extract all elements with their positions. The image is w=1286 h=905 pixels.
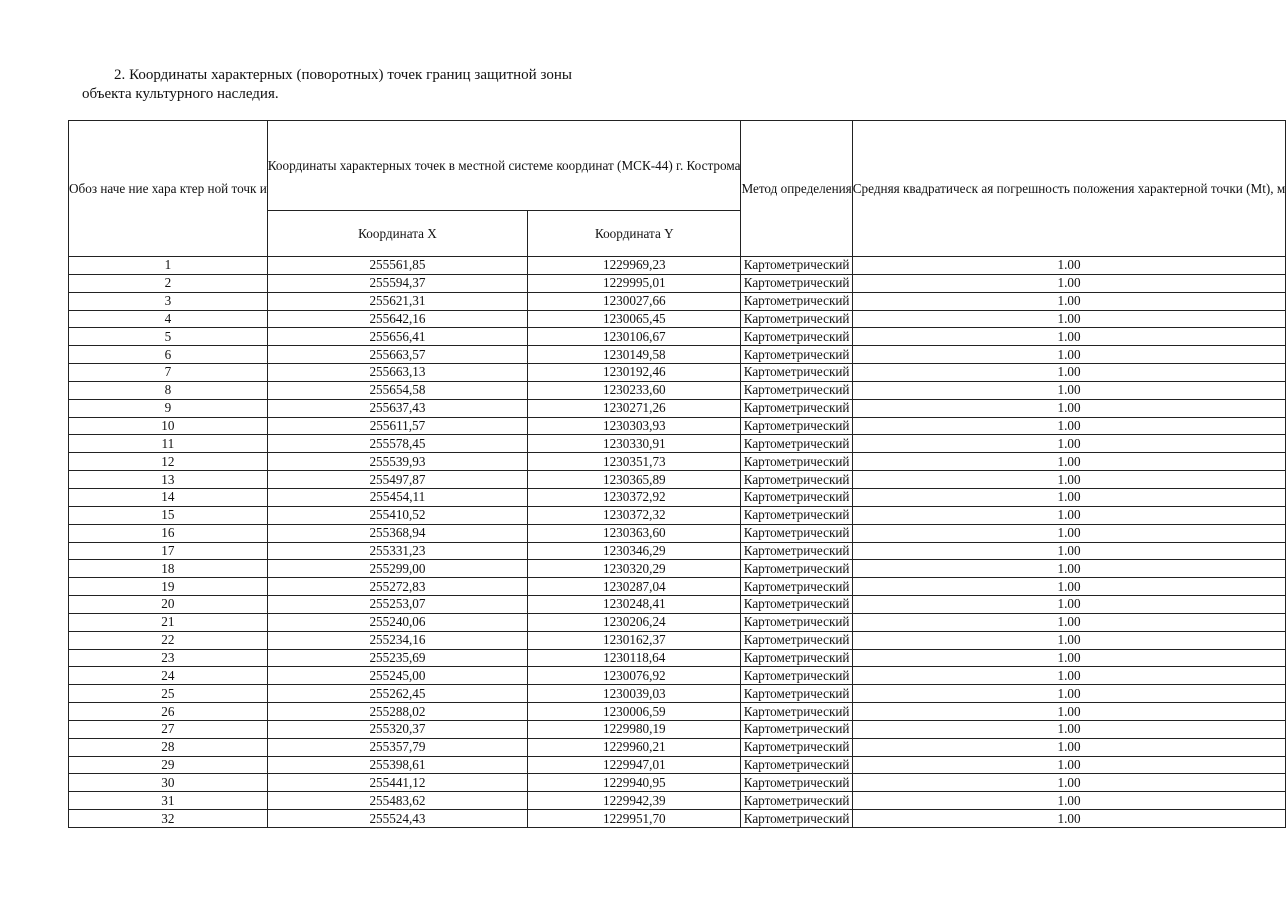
coordinates-table xyxy=(68,120,1286,828)
cell-method: Картометрический xyxy=(741,631,852,649)
table-body xyxy=(69,257,1286,828)
table-row xyxy=(69,649,1286,667)
cell-coordinate-x: 255234,16 xyxy=(267,631,527,649)
cell-method: Картометрический xyxy=(741,524,852,542)
cell-coordinate-y: 1230351,73 xyxy=(528,453,741,471)
cell-coordinate-y: 1229942,39 xyxy=(528,792,741,810)
cell-coordinate-x: 255398,61 xyxy=(267,756,527,774)
cell-mean-error: 1.00 xyxy=(852,364,1285,382)
cell-coordinate-x: 255320,37 xyxy=(267,720,527,738)
cell-point-number: 13 xyxy=(69,471,268,489)
header-coordinate-x: Координата X xyxy=(267,211,527,257)
cell-point-number: 32 xyxy=(69,810,268,828)
cell-coordinate-y: 1230248,41 xyxy=(528,596,741,614)
cell-coordinate-y: 1229947,01 xyxy=(528,756,741,774)
cell-coordinate-x: 255642,16 xyxy=(267,310,527,328)
cell-mean-error: 1.00 xyxy=(852,310,1285,328)
cell-coordinate-y: 1230346,29 xyxy=(528,542,741,560)
table-row xyxy=(69,720,1286,738)
cell-method: Картометрический xyxy=(741,274,852,292)
cell-point-number: 16 xyxy=(69,524,268,542)
cell-coordinate-y: 1230162,37 xyxy=(528,631,741,649)
cell-point-number: 27 xyxy=(69,720,268,738)
cell-point-number: 26 xyxy=(69,703,268,721)
cell-coordinate-x: 255262,45 xyxy=(267,685,527,703)
cell-coordinate-x: 255454,11 xyxy=(267,488,527,506)
cell-mean-error: 1.00 xyxy=(852,649,1285,667)
table-row xyxy=(69,578,1286,596)
cell-method: Картометрический xyxy=(741,578,852,596)
table-row xyxy=(69,596,1286,614)
cell-coordinate-y: 1229995,01 xyxy=(528,274,741,292)
cell-method: Картометрический xyxy=(741,328,852,346)
cell-coordinate-x: 255288,02 xyxy=(267,703,527,721)
table-row xyxy=(69,310,1286,328)
cell-point-number: 4 xyxy=(69,310,268,328)
table-row xyxy=(69,488,1286,506)
cell-mean-error: 1.00 xyxy=(852,399,1285,417)
cell-method: Картометрический xyxy=(741,346,852,364)
cell-method: Картометрический xyxy=(741,774,852,792)
cell-coordinate-y: 1230118,64 xyxy=(528,649,741,667)
cell-method: Картометрический xyxy=(741,435,852,453)
table-row xyxy=(69,738,1286,756)
table-row xyxy=(69,524,1286,542)
cell-method: Картометрический xyxy=(741,792,852,810)
cell-mean-error: 1.00 xyxy=(852,703,1285,721)
table-row xyxy=(69,613,1286,631)
cell-coordinate-x: 255656,41 xyxy=(267,328,527,346)
cell-point-number: 12 xyxy=(69,453,268,471)
cell-method: Картометрический xyxy=(741,685,852,703)
cell-method: Картометрический xyxy=(741,649,852,667)
table-row xyxy=(69,560,1286,578)
cell-mean-error: 1.00 xyxy=(852,667,1285,685)
cell-point-number: 23 xyxy=(69,649,268,667)
cell-coordinate-y: 1230233,60 xyxy=(528,381,741,399)
cell-coordinate-x: 255654,58 xyxy=(267,381,527,399)
cell-point-number: 29 xyxy=(69,756,268,774)
cell-coordinate-x: 255637,43 xyxy=(267,399,527,417)
cell-mean-error: 1.00 xyxy=(852,720,1285,738)
cell-coordinate-y: 1230372,92 xyxy=(528,488,741,506)
cell-method: Картометрический xyxy=(741,417,852,435)
table-row xyxy=(69,703,1286,721)
cell-mean-error: 1.00 xyxy=(852,471,1285,489)
cell-coordinate-y: 1229940,95 xyxy=(528,774,741,792)
cell-coordinate-x: 255368,94 xyxy=(267,524,527,542)
cell-point-number: 8 xyxy=(69,381,268,399)
cell-coordinate-y: 1230076,92 xyxy=(528,667,741,685)
cell-coordinate-x: 255561,85 xyxy=(267,257,527,275)
cell-point-number: 9 xyxy=(69,399,268,417)
table-row xyxy=(69,274,1286,292)
table-row xyxy=(69,756,1286,774)
table-row xyxy=(69,292,1286,310)
cell-mean-error: 1.00 xyxy=(852,381,1285,399)
header-mean-error: Средняя квадратическ ая погрешность положения характерной точки (Mt), м xyxy=(852,121,1285,257)
cell-coordinate-x: 255410,52 xyxy=(267,506,527,524)
cell-method: Картометрический xyxy=(741,756,852,774)
cell-point-number: 3 xyxy=(69,292,268,310)
cell-point-number: 11 xyxy=(69,435,268,453)
cell-mean-error: 1.00 xyxy=(852,596,1285,614)
cell-mean-error: 1.00 xyxy=(852,257,1285,275)
cell-mean-error: 1.00 xyxy=(852,810,1285,828)
cell-coordinate-y: 1230287,04 xyxy=(528,578,741,596)
cell-coordinate-x: 255272,83 xyxy=(267,578,527,596)
cell-coordinate-y: 1230106,67 xyxy=(528,328,741,346)
header-coordinate-y: Координата Y xyxy=(528,211,741,257)
table-row xyxy=(69,399,1286,417)
cell-mean-error: 1.00 xyxy=(852,560,1285,578)
cell-point-number: 10 xyxy=(69,417,268,435)
cell-method: Картометрический xyxy=(741,738,852,756)
cell-coordinate-x: 255539,93 xyxy=(267,453,527,471)
cell-mean-error: 1.00 xyxy=(852,792,1285,810)
cell-method: Картометрический xyxy=(741,703,852,721)
cell-coordinate-y: 1229951,70 xyxy=(528,810,741,828)
cell-coordinate-x: 255235,69 xyxy=(267,649,527,667)
table-row xyxy=(69,257,1286,275)
cell-coordinate-x: 255441,12 xyxy=(267,774,527,792)
table-row xyxy=(69,346,1286,364)
cell-method: Картометрический xyxy=(741,310,852,328)
cell-coordinate-x: 255524,43 xyxy=(267,810,527,828)
table-row xyxy=(69,685,1286,703)
cell-coordinate-y: 1230271,26 xyxy=(528,399,741,417)
cell-coordinate-y: 1230006,59 xyxy=(528,703,741,721)
header-coordinates-group: Координаты характерных точек в местной системе координат (МСК-44) г. Кострома xyxy=(267,121,741,211)
cell-mean-error: 1.00 xyxy=(852,613,1285,631)
table-row xyxy=(69,774,1286,792)
cell-method: Картометрический xyxy=(741,453,852,471)
table-row xyxy=(69,810,1286,828)
table-row xyxy=(69,381,1286,399)
cell-point-number: 7 xyxy=(69,364,268,382)
cell-method: Картометрический xyxy=(741,596,852,614)
cell-mean-error: 1.00 xyxy=(852,328,1285,346)
cell-mean-error: 1.00 xyxy=(852,346,1285,364)
cell-coordinate-y: 1230149,58 xyxy=(528,346,741,364)
cell-mean-error: 1.00 xyxy=(852,274,1285,292)
cell-coordinate-x: 255240,06 xyxy=(267,613,527,631)
cell-method: Картометрический xyxy=(741,399,852,417)
cell-coordinate-x: 255497,87 xyxy=(267,471,527,489)
cell-coordinate-x: 255483,62 xyxy=(267,792,527,810)
cell-coordinate-x: 255357,79 xyxy=(267,738,527,756)
cell-method: Картометрический xyxy=(741,488,852,506)
cell-mean-error: 1.00 xyxy=(852,506,1285,524)
cell-point-number: 6 xyxy=(69,346,268,364)
cell-point-number: 17 xyxy=(69,542,268,560)
cell-point-number: 5 xyxy=(69,328,268,346)
cell-mean-error: 1.00 xyxy=(852,685,1285,703)
cell-point-number: 15 xyxy=(69,506,268,524)
cell-method: Картометрический xyxy=(741,506,852,524)
cell-point-number: 31 xyxy=(69,792,268,810)
cell-coordinate-x: 255611,57 xyxy=(267,417,527,435)
cell-coordinate-y: 1230372,32 xyxy=(528,506,741,524)
table-row xyxy=(69,506,1286,524)
cell-mean-error: 1.00 xyxy=(852,774,1285,792)
cell-mean-error: 1.00 xyxy=(852,756,1285,774)
cell-method: Картометрический xyxy=(741,381,852,399)
cell-method: Картометрический xyxy=(741,292,852,310)
cell-point-number: 30 xyxy=(69,774,268,792)
table-row xyxy=(69,792,1286,810)
cell-method: Картометрический xyxy=(741,471,852,489)
cell-point-number: 24 xyxy=(69,667,268,685)
table-row xyxy=(69,453,1286,471)
cell-mean-error: 1.00 xyxy=(852,578,1285,596)
table-row xyxy=(69,435,1286,453)
cell-mean-error: 1.00 xyxy=(852,488,1285,506)
cell-coordinate-x: 255621,31 xyxy=(267,292,527,310)
cell-method: Картометрический xyxy=(741,720,852,738)
cell-point-number: 1 xyxy=(69,257,268,275)
cell-point-number: 19 xyxy=(69,578,268,596)
cell-coordinate-y: 1230365,89 xyxy=(528,471,741,489)
cell-point-number: 25 xyxy=(69,685,268,703)
cell-coordinate-y: 1229969,23 xyxy=(528,257,741,275)
cell-point-number: 2 xyxy=(69,274,268,292)
cell-coordinate-y: 1229980,19 xyxy=(528,720,741,738)
cell-point-number: 20 xyxy=(69,596,268,614)
cell-coordinate-y: 1230039,03 xyxy=(528,685,741,703)
cell-method: Картометрический xyxy=(741,542,852,560)
cell-coordinate-x: 255331,23 xyxy=(267,542,527,560)
cell-mean-error: 1.00 xyxy=(852,524,1285,542)
table-row xyxy=(69,417,1286,435)
cell-mean-error: 1.00 xyxy=(852,738,1285,756)
cell-coordinate-y: 1229960,21 xyxy=(528,738,741,756)
table-row xyxy=(69,667,1286,685)
cell-mean-error: 1.00 xyxy=(852,292,1285,310)
cell-method: Картометрический xyxy=(741,560,852,578)
section-intro: 2. Координаты характерных (поворотных) точек границ защитной зоны объекта культурного наследия. xyxy=(82,67,572,102)
cell-method: Картометрический xyxy=(741,810,852,828)
cell-method: Картометрический xyxy=(741,364,852,382)
table-row xyxy=(69,542,1286,560)
cell-coordinate-y: 1230303,93 xyxy=(528,417,741,435)
cell-method: Картометрический xyxy=(741,257,852,275)
table-row xyxy=(69,328,1286,346)
cell-coordinate-x: 255663,13 xyxy=(267,364,527,382)
cell-point-number: 18 xyxy=(69,560,268,578)
cell-coordinate-y: 1230320,29 xyxy=(528,560,741,578)
cell-point-number: 21 xyxy=(69,613,268,631)
cell-coordinate-y: 1230065,45 xyxy=(528,310,741,328)
cell-point-number: 14 xyxy=(69,488,268,506)
cell-mean-error: 1.00 xyxy=(852,631,1285,649)
cell-coordinate-x: 255578,45 xyxy=(267,435,527,453)
table-row xyxy=(69,471,1286,489)
cell-coordinate-y: 1230363,60 xyxy=(528,524,741,542)
cell-coordinate-x: 255663,57 xyxy=(267,346,527,364)
header-point-id: Обоз наче ние хара ктер ной точк и xyxy=(69,121,268,257)
cell-coordinate-y: 1230192,46 xyxy=(528,364,741,382)
cell-coordinate-x: 255253,07 xyxy=(267,596,527,614)
cell-mean-error: 1.00 xyxy=(852,542,1285,560)
cell-coordinate-y: 1230330,91 xyxy=(528,435,741,453)
cell-coordinate-y: 1230027,66 xyxy=(528,292,741,310)
cell-method: Картометрический xyxy=(741,667,852,685)
cell-coordinate-x: 255245,00 xyxy=(267,667,527,685)
cell-mean-error: 1.00 xyxy=(852,435,1285,453)
table-row xyxy=(69,631,1286,649)
cell-coordinate-y: 1230206,24 xyxy=(528,613,741,631)
cell-coordinate-x: 255299,00 xyxy=(267,560,527,578)
header-method: Метод определения xyxy=(741,121,852,257)
cell-point-number: 28 xyxy=(69,738,268,756)
cell-mean-error: 1.00 xyxy=(852,417,1285,435)
table-row xyxy=(69,364,1286,382)
cell-coordinate-x: 255594,37 xyxy=(267,274,527,292)
cell-mean-error: 1.00 xyxy=(852,453,1285,471)
cell-point-number: 22 xyxy=(69,631,268,649)
cell-method: Картометрический xyxy=(741,613,852,631)
